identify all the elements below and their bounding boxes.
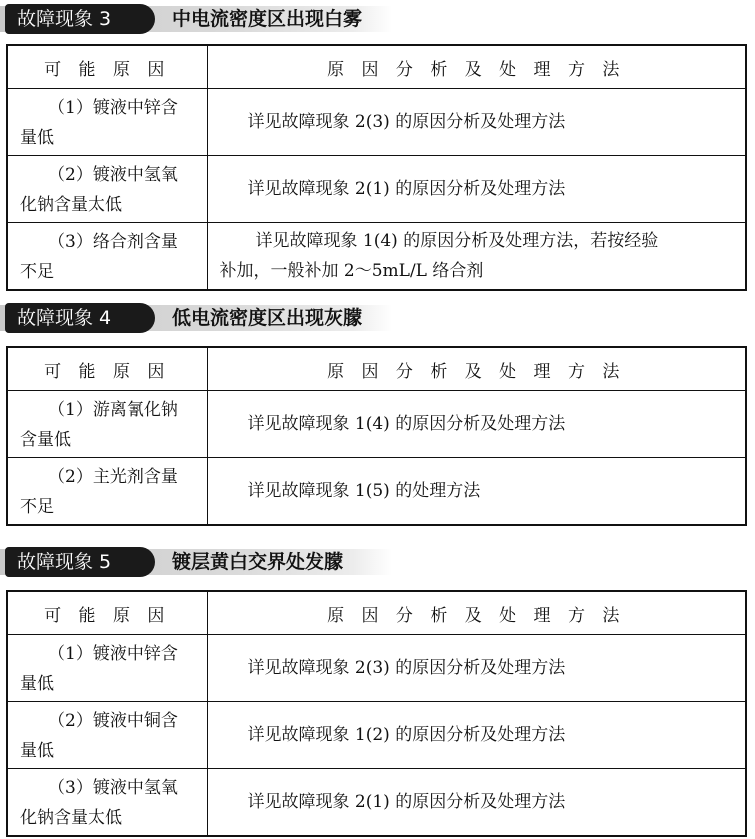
- section-title: 镀层黄白交界处发朦: [172, 551, 344, 573]
- header-label-pill: [5, 547, 155, 577]
- section-label: 故障现象 5: [17, 551, 112, 573]
- cause-cell: [7, 458, 207, 526]
- cause-line-2: 量低: [20, 741, 54, 761]
- fault-section-4: [0, 303, 755, 333]
- table-row: [7, 702, 746, 769]
- section-label: 故障现象 3: [17, 8, 112, 30]
- cause-cell: [7, 156, 207, 223]
- cause-cell: [7, 702, 207, 769]
- cause-cell: [7, 391, 207, 458]
- section-header: [0, 4, 755, 34]
- table-row: [7, 223, 746, 291]
- fault-section-3: [0, 4, 755, 34]
- table-header-row: [7, 591, 746, 635]
- method-cell: 详见故障现象 1(4) 的原因分析及处理方法: [207, 391, 746, 458]
- method-cell: 详见故障现象 2(3) 的原因分析及处理方法: [207, 89, 746, 156]
- section-label: 故障现象 4: [17, 307, 112, 329]
- cause-line-2: 化钠含量太低: [20, 195, 122, 215]
- method-cell: 详见故障现象 1(2) 的原因分析及处理方法: [207, 702, 746, 769]
- header-cause: 可 能 原 因: [7, 591, 207, 635]
- cause-cell: [7, 223, 207, 291]
- cause-line-2: 含量低: [20, 430, 71, 450]
- cause-line-2: 量低: [20, 128, 54, 148]
- header-cause: 可 能 原 因: [7, 347, 207, 391]
- table-header-row: [7, 45, 746, 89]
- header-cause: 可 能 原 因: [7, 45, 207, 89]
- cause-line-1: （3）镀液中氢氧: [48, 778, 178, 798]
- method-cell: [207, 223, 746, 291]
- cause-line-1: （3）络合剂含量: [48, 232, 178, 252]
- fault-table-5: [6, 590, 747, 837]
- cause-line-1: （2）镀液中铜含: [48, 711, 178, 731]
- table-row: [7, 635, 746, 702]
- method-cell: 详见故障现象 2(3) 的原因分析及处理方法: [207, 635, 746, 702]
- table-row: [7, 769, 746, 837]
- method-cell: 详见故障现象 2(1) 的原因分析及处理方法: [207, 156, 746, 223]
- header-method: 原 因 分 析 及 处 理 方 法: [207, 45, 746, 89]
- section-header: [0, 547, 755, 577]
- cause-line-2: 化钠含量太低: [20, 808, 122, 828]
- section-title: 中电流密度区出现白雾: [172, 8, 363, 30]
- cause-line-2: 不足: [20, 497, 54, 517]
- method-line-1: 详见故障现象 1(4) 的原因分析及处理方法，若按经验: [255, 231, 659, 251]
- cause-line-1: （1）镀液中锌含: [48, 98, 178, 118]
- method-cell: 详见故障现象 1(5) 的处理方法: [207, 458, 746, 526]
- cause-line-1: （1）镀液中锌含: [48, 644, 178, 664]
- cause-cell: [7, 635, 207, 702]
- section-header: [0, 303, 755, 333]
- header-label-pill: [5, 4, 155, 34]
- table-header-row: [7, 347, 746, 391]
- method-line-2: 补加，一般补加 2～5mL/L 络合剂: [219, 261, 484, 281]
- cause-cell: [7, 769, 207, 837]
- cause-line-2: 量低: [20, 674, 54, 694]
- header-label-pill: [5, 303, 155, 333]
- section-title: 低电流密度区出现灰朦: [172, 307, 363, 329]
- cause-line-1: （1）游离氰化钠: [48, 400, 178, 420]
- table-row: [7, 391, 746, 458]
- table-row: [7, 156, 746, 223]
- fault-section-5: [0, 547, 755, 577]
- table-row: [7, 458, 746, 526]
- method-cell: 详见故障现象 2(1) 的原因分析及处理方法: [207, 769, 746, 837]
- cause-cell: [7, 89, 207, 156]
- cause-line-2: 不足: [20, 262, 54, 282]
- cause-line-1: （2）主光剂含量: [48, 467, 178, 487]
- cause-line-1: （2）镀液中氢氧: [48, 165, 178, 185]
- fault-table-4: [6, 346, 747, 526]
- fault-table-3: [6, 44, 747, 291]
- header-method: 原 因 分 析 及 处 理 方 法: [207, 591, 746, 635]
- table-row: [7, 89, 746, 156]
- header-method: 原 因 分 析 及 处 理 方 法: [207, 347, 746, 391]
